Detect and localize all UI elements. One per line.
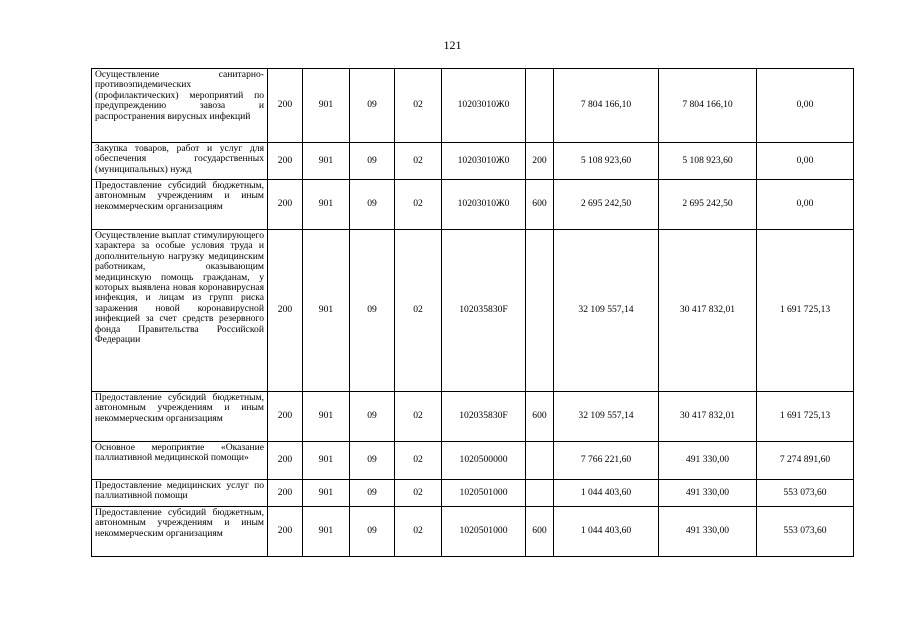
cell-amount-executed: 491 330,00 [659, 507, 757, 557]
cell-code-4: 02 [395, 230, 442, 392]
cell-amount-remainder: 7 274 891,60 [757, 442, 854, 480]
cell-code-1: 200 [268, 392, 303, 442]
table-row [92, 392, 854, 442]
cell-target-code: 1020500000 [442, 442, 526, 480]
cell-expense-type: 600 [526, 392, 554, 442]
table-body [92, 69, 854, 557]
cell-code-2: 901 [303, 507, 350, 557]
cell-code-4: 02 [395, 480, 442, 507]
cell-code-1: 200 [268, 69, 303, 143]
cell-target-code: 10203010Ж0 [442, 69, 526, 143]
cell-target-code: 102035830F [442, 230, 526, 392]
cell-code-2: 901 [303, 69, 350, 143]
cell-code-2: 901 [303, 143, 350, 180]
cell-amount-planned: 7 804 166,10 [554, 69, 659, 143]
table-row [92, 180, 854, 230]
cell-description: Предоставление медицинских услуг по паллиативной помощи [92, 480, 268, 507]
cell-code-3: 09 [350, 442, 395, 480]
table-row [92, 143, 854, 180]
cell-amount-planned: 2 695 242,50 [554, 180, 659, 230]
cell-amount-executed: 30 417 832,01 [659, 392, 757, 442]
cell-code-2: 901 [303, 230, 350, 392]
cell-code-4: 02 [395, 180, 442, 230]
cell-expense-type: 600 [526, 180, 554, 230]
page-number: 121 [443, 38, 462, 52]
cell-amount-planned: 1 044 403,60 [554, 480, 659, 507]
cell-code-4: 02 [395, 442, 442, 480]
cell-code-4: 02 [395, 507, 442, 557]
cell-amount-executed: 491 330,00 [659, 480, 757, 507]
cell-code-3: 09 [350, 507, 395, 557]
cell-amount-planned: 32 109 557,14 [554, 230, 659, 392]
cell-amount-executed: 7 804 166,10 [659, 69, 757, 143]
table-row [92, 230, 854, 392]
cell-code-3: 09 [350, 143, 395, 180]
cell-amount-remainder: 0,00 [757, 69, 854, 143]
cell-amount-planned: 32 109 557,14 [554, 392, 659, 442]
cell-target-code: 10203010Ж0 [442, 143, 526, 180]
cell-expense-type [526, 69, 554, 143]
cell-amount-executed: 491 330,00 [659, 442, 757, 480]
cell-code-1: 200 [268, 507, 303, 557]
cell-target-code: 10203010Ж0 [442, 180, 526, 230]
cell-description: Основное мероприятие «Оказание паллиативной медицинской помощи» [92, 442, 268, 480]
table-row [92, 442, 854, 480]
cell-amount-remainder: 1 691 725,13 [757, 392, 854, 442]
cell-code-1: 200 [268, 230, 303, 392]
cell-description: Закупка товаров, работ и услуг для обеспечения государственных (муниципальных) нужд [92, 143, 268, 180]
cell-amount-remainder: 0,00 [757, 143, 854, 180]
cell-target-code: 1020501000 [442, 507, 526, 557]
cell-description: Предоставление субсидий бюджетным, автономным учреждениям и иным некоммерческим организациям [92, 392, 268, 442]
cell-target-code: 102035830F [442, 392, 526, 442]
cell-code-1: 200 [268, 143, 303, 180]
cell-code-3: 09 [350, 230, 395, 392]
cell-code-2: 901 [303, 392, 350, 442]
cell-expense-type: 600 [526, 507, 554, 557]
cell-amount-remainder: 0,00 [757, 180, 854, 230]
cell-code-3: 09 [350, 69, 395, 143]
table-row [92, 480, 854, 507]
cell-code-3: 09 [350, 480, 395, 507]
cell-amount-planned: 1 044 403,60 [554, 507, 659, 557]
cell-amount-planned: 7 766 221,60 [554, 442, 659, 480]
cell-description: Предоставление субсидий бюджетным, автономным учреждениям и иным некоммерческим организациям [92, 180, 268, 230]
cell-amount-executed: 2 695 242,50 [659, 180, 757, 230]
cell-amount-executed: 30 417 832,01 [659, 230, 757, 392]
cell-code-2: 901 [303, 480, 350, 507]
cell-code-1: 200 [268, 442, 303, 480]
cell-code-2: 901 [303, 442, 350, 480]
cell-code-1: 200 [268, 180, 303, 230]
table-row [92, 69, 854, 143]
cell-expense-type [526, 480, 554, 507]
cell-amount-remainder: 1 691 725,13 [757, 230, 854, 392]
cell-amount-executed: 5 108 923,60 [659, 143, 757, 180]
cell-amount-remainder: 553 073,60 [757, 480, 854, 507]
cell-code-4: 02 [395, 392, 442, 442]
cell-expense-type: 200 [526, 143, 554, 180]
cell-expense-type [526, 230, 554, 392]
cell-code-3: 09 [350, 180, 395, 230]
cell-expense-type [526, 442, 554, 480]
table-row [92, 507, 854, 557]
cell-code-4: 02 [395, 143, 442, 180]
cell-code-3: 09 [350, 392, 395, 442]
cell-code-2: 901 [303, 180, 350, 230]
cell-description: Предоставление субсидий бюджетным, автономным учреждениям и иным некоммерческим организациям [92, 507, 268, 557]
cell-code-1: 200 [268, 480, 303, 507]
cell-code-4: 02 [395, 69, 442, 143]
cell-description: Осуществление выплат стимулирующего характера за особые условия труда и дополнительную нагрузку медицинским работникам, оказывающим медицинскую помощь гражданам, у которых выявлена новая коронавирусная инфекция, и лицам из групп риска заражения новой коронавирусной инфекцией за счет средств резервного фонда Правительства Российской Федерации [92, 230, 268, 392]
cell-amount-remainder: 553 073,60 [757, 507, 854, 557]
cell-amount-planned: 5 108 923,60 [554, 143, 659, 180]
cell-target-code: 1020501000 [442, 480, 526, 507]
cell-description: Осуществление санитарно-противоэпидемических (профилактических) мероприятий по предупреждению завоза и распространения вирусных инфекций [92, 69, 268, 143]
budget-table [91, 68, 854, 557]
